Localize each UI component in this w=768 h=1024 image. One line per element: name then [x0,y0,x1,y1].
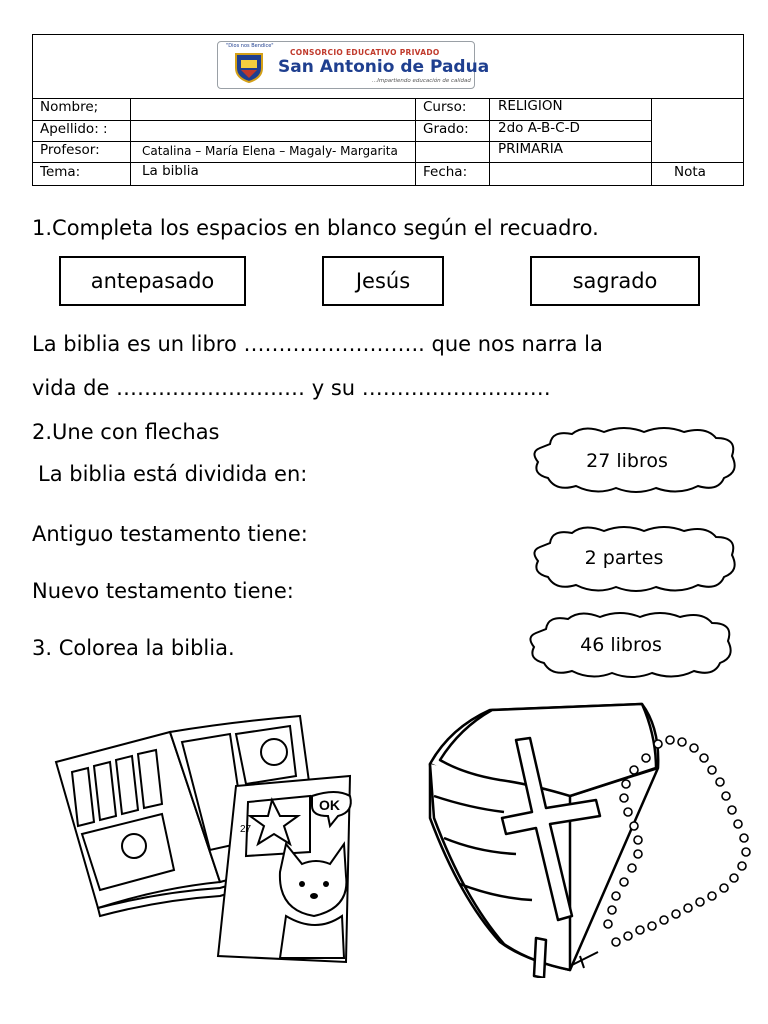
word-box-jesus [322,256,444,306]
match-item-new-testament: Nuevo testamento tiene: [32,579,294,603]
word-box-antepasado [59,256,246,306]
cloud-label-46-libros: 46 libros [580,634,662,656]
word-label: Jesús [355,269,411,293]
level-value: PRIMARIA [498,141,563,157]
label-surname: Apellido: : [40,121,108,137]
logo-school-name: San Antonio de Padua [278,57,490,77]
logo-quote: "Dios nos Bendice" [226,43,274,49]
date-field[interactable] [490,163,650,185]
topic-value: La biblia [142,163,199,179]
word-box-sagrado [530,256,700,306]
card-page-number: 27 [240,824,252,835]
table-divider [415,98,416,186]
shield-icon [232,50,266,84]
table-divider [651,98,652,186]
logo-consortium: CONSORCIO EDUCATIVO PRIVADO [290,48,440,57]
label-name: Nombre; [40,99,99,115]
holy-bible-illustration [420,688,758,978]
label-date: Fecha: [423,164,468,180]
exercise3-title: 3. Colorea la biblia. [32,636,235,660]
school-logo [217,41,490,89]
exercise1-title: 1.Completa los espacios en blanco según el recuadro. [32,216,599,240]
label-score: Nota [674,164,706,180]
match-item-old-testament: Antiguo testamento tiene: [32,522,308,546]
cloud-label-27-libros: 27 libros [586,450,668,472]
label-teacher: Profesor: [40,142,100,158]
teacher-value: Catalina – María Elena – Magaly- Margarita [142,144,398,158]
comic-book-illustration [50,712,390,976]
logo-tagline: ...Impartiendo educación de calidad [372,78,471,84]
match-item-division: La biblia está dividida en: [38,462,308,486]
fill-sentence-line1: La biblia es un libro …………………….. que nos narra la [32,332,603,356]
surname-field[interactable] [131,121,414,140]
label-grade: Grado: [423,121,469,137]
exercise2-title: 2.Une con flechas [32,420,220,444]
ok-bubble-text: OK [319,797,340,813]
fill-sentence-line2: vida de ……………………… y su ……………………… [32,376,551,400]
cloud-label-2-partes: 2 partes [584,547,664,569]
label-course: Curso: [423,99,467,115]
word-label: antepasado [90,269,215,293]
course-value: RELIGION [498,98,563,114]
name-field[interactable] [131,99,414,119]
word-label: sagrado [572,269,658,293]
grade-value: 2do A-B-C-D [498,120,580,136]
label-topic: Tema: [40,164,81,180]
